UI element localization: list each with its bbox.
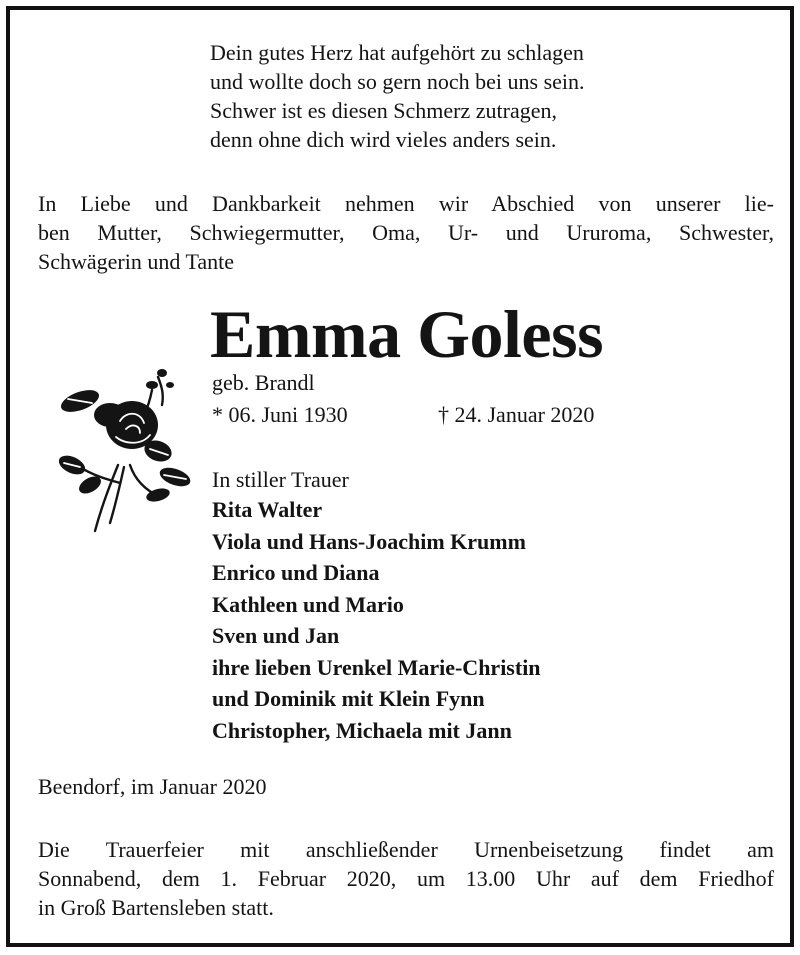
service-line: Die Trauerfeier mit anschließender Urnenbeisetzung findet am: [38, 837, 774, 862]
poem-line: Schwer ist es diesen Schmerz zutragen,: [210, 98, 557, 123]
mourning-label: In stiller Trauer: [212, 467, 349, 492]
obituary-notice: [6, 6, 794, 947]
rose-icon: [40, 355, 210, 535]
maiden-name: geb. Brandl: [212, 370, 315, 395]
intro-line: Schwägerin und Tante: [38, 249, 235, 274]
birth-date: * 06. Juni 1930: [212, 402, 348, 427]
intro-text: [38, 189, 774, 276]
mourner-name: Viola und Hans-Joachim Krumm: [212, 528, 526, 554]
mourner-name: Kathleen und Mario: [212, 591, 404, 617]
mourner-name: Christopher, Michaela mit Jann: [212, 717, 512, 743]
mourner-name: Sven und Jan: [212, 623, 340, 648]
poem-line: und wollte doch so gern noch bei uns sein.: [210, 69, 585, 94]
mourner-name: Rita Walter: [212, 497, 323, 522]
mourner-name: und Dominik mit Klein Fynn: [212, 686, 485, 711]
service-line: in Groß Bartensleben statt.: [38, 895, 274, 920]
deceased-name: Emma Goless: [210, 296, 604, 372]
service-info: [38, 835, 774, 922]
mourners-list: [212, 494, 541, 746]
mourner-name: Enrico und Diana: [212, 560, 380, 585]
intro-line: In Liebe und Dankbarkeit nehmen wir Abschied von unserer lie-: [38, 191, 774, 216]
service-line: Sonnabend, dem 1. Februar 2020, um 13.00 Uhr auf dem Friedhof: [38, 866, 774, 891]
poem: [210, 38, 585, 154]
poem-line: Dein gutes Herz hat aufgehört zu schlagen: [210, 40, 584, 65]
death-date: † 24. Januar 2020: [438, 402, 595, 427]
mourner-name: ihre lieben Urenkel Marie-Christin: [212, 654, 541, 680]
intro-line: ben Mutter, Schwiegermutter, Oma, Ur- und Ururoma, Schwester,: [38, 220, 774, 245]
poem-line: denn ohne dich wird vieles anders sein.: [210, 127, 557, 152]
place-date: Beendorf, im Januar 2020: [38, 774, 267, 799]
